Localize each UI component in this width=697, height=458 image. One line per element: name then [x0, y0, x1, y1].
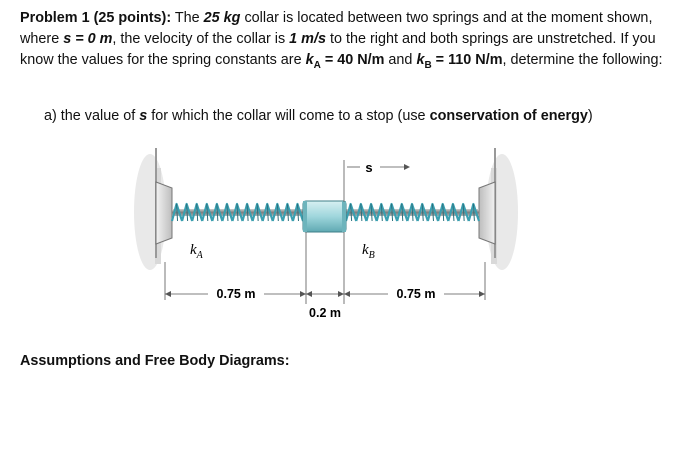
kb-subscript: B [424, 59, 432, 71]
kb-label-k: k [362, 242, 369, 258]
dimension-line [165, 287, 485, 320]
assumptions-heading: Assumptions and Free Body Diagrams: [20, 353, 290, 369]
velocity-value: 1 m/s [289, 31, 326, 47]
ka-label [190, 242, 204, 261]
kb-value: = 110 N/m [431, 52, 503, 68]
kb-label-sub: B [368, 250, 375, 261]
part-a-s: s [139, 108, 148, 124]
ka-value: = 40 N/m [320, 52, 385, 68]
collar [303, 201, 346, 232]
problem-text-6: , determine the following: [502, 52, 663, 68]
kb-label [362, 242, 375, 261]
kb-symbol: k [416, 52, 425, 68]
dim-left-label: 0.75 m [216, 287, 256, 301]
right-wall [479, 148, 518, 270]
left-wall [134, 148, 172, 270]
part-a-mid: for which the collar will come to a stop (use [147, 108, 430, 124]
problem-text-2: collar is located between two springs and at the moment shown, where [20, 10, 653, 47]
mass-value: 25 kg [203, 10, 241, 26]
part-a-suffix: ) [587, 108, 593, 124]
problem-label: Problem 1 (25 points): [20, 10, 172, 26]
s-label: s [365, 160, 373, 175]
ka-label-k: k [190, 242, 197, 258]
s-dimension [347, 160, 410, 175]
problem-text-5: and [384, 52, 417, 68]
dim-mid-label: 0.2 m [309, 306, 341, 320]
ka-subscript: A [313, 59, 321, 71]
part-a-prefix: a) the value of [44, 108, 140, 124]
problem-text-3: , the velocity of the collar is [112, 31, 290, 47]
dim-right-label: 0.75 m [396, 287, 436, 301]
problem-text-4: to the right and both springs are unstretched. If you know the values for the spring constants are [20, 31, 656, 68]
ka-label-sub: A [196, 250, 203, 261]
problem-text-1: The [171, 10, 204, 26]
s-zero: s = 0 m [63, 31, 113, 47]
ka-symbol: k [305, 52, 314, 68]
part-a-method: conservation of energy [429, 108, 588, 124]
